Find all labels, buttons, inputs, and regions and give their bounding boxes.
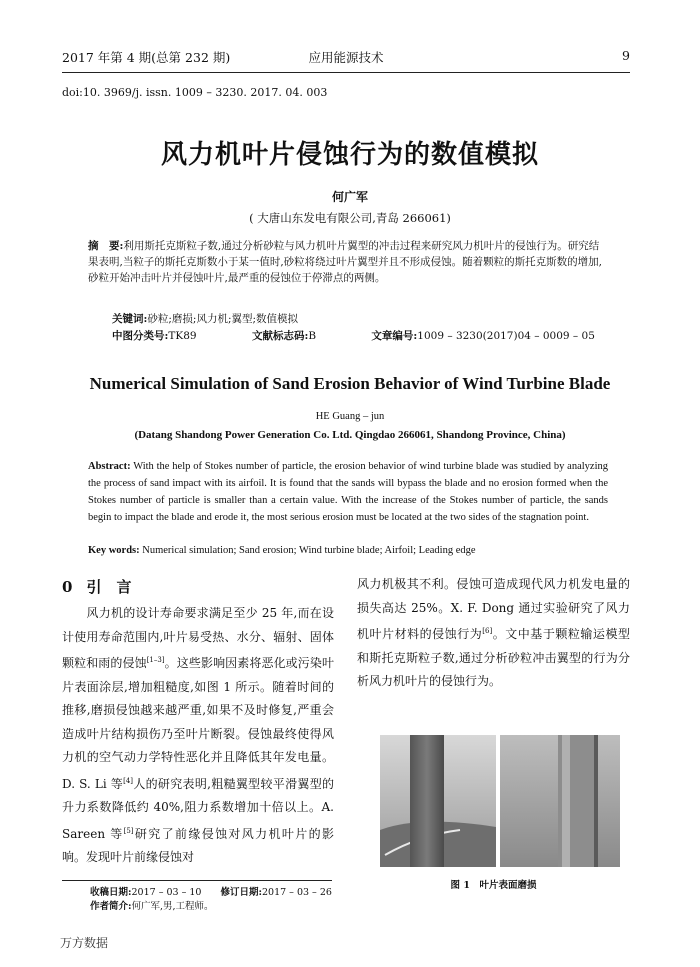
abstract-en — [88, 458, 608, 526]
abstract-cn-text: 利用斯托克斯粒子数,通过分析砂粒与风力机叶片翼型的冲击过程来研究风力机叶片的侵蚀行为。研究结果表明,当粒子的斯托克斯数小于某一值时,砂粒将绕过叶片翼型并且不形成侵蚀。随着颗粒的斯托克斯数的增加,砂粒开始冲击叶片并侵蚀叶片,最严重的侵蚀位于停滞点的两侧。 — [88, 240, 603, 284]
article-number-field — [371, 330, 620, 342]
revised-label: 修订日期: — [220, 887, 262, 898]
issue-info: 2017 年第 4 期(总第 232 期) — [62, 50, 231, 65]
revised-date: 2017 – 03 – 26 — [261, 887, 332, 898]
doc-code-value: B — [308, 330, 317, 342]
author-cn: 何广军 — [331, 190, 368, 204]
article-number-label: 文章编号: — [371, 330, 418, 342]
body-text: 研究了前缘侵蚀对风力机叶片的影响。发现叶片前缘侵蚀对 — [62, 826, 334, 864]
body-column-right — [357, 573, 630, 694]
citation[interactable]: [1–3] — [146, 656, 165, 664]
author-en: HE Guang – jun — [315, 411, 385, 422]
affiliation-en: (Datang Shandong Power Generation Co. Ltd. Qingdao 266061, Shandong Province, China) — [134, 429, 566, 441]
body-text: 风力机极其不利。侵蚀可造成现代风力机发电量的损失高达 25%。X. F. Dong 通过实验研究了风力机叶片材料的侵蚀行为 — [357, 577, 630, 641]
footnote-dates — [90, 886, 332, 900]
keywords-en-label: Key words: — [88, 545, 140, 556]
keywords-cn-label: 关键词: — [112, 313, 148, 325]
section-heading — [62, 576, 145, 597]
blade-erosion-photo — [380, 735, 620, 867]
footnote-rule — [62, 880, 332, 881]
author-bio: 何广军,男,工程师。 — [131, 901, 214, 912]
footnote-author — [90, 900, 332, 914]
running-header — [62, 48, 630, 70]
section-title: 引 言 — [86, 578, 132, 596]
body-text: 。文中基于颗粒输运模型和斯托克斯粒子数,通过分析砂粒冲击翼型的行为分析风力机叶片的侵蚀行为。 — [357, 627, 630, 688]
doc-code-field — [252, 330, 342, 342]
doc-code-label: 文献标志码: — [251, 330, 309, 342]
page-number: 9 — [622, 48, 630, 63]
keywords-cn — [112, 311, 298, 326]
citation[interactable]: [5] — [123, 826, 134, 835]
clc-label: 中图分类号: — [112, 330, 169, 342]
clc-value: TK89 — [168, 330, 197, 342]
body-text: 人的研究表明,粗糙翼型较平滑翼型的升力系数降低约 40%,阻力系数增加十倍以上。A. Sareen 等 — [62, 776, 334, 841]
footnote — [90, 886, 332, 914]
received-date: 2017 – 03 – 10 — [131, 887, 202, 898]
keywords-en — [88, 545, 618, 556]
title-cn: 风力机叶片侵蚀行为的数值模拟 — [160, 140, 539, 170]
author-bio-label: 作者简介: — [90, 901, 132, 912]
body-column-left — [62, 602, 334, 870]
figure-caption: 图 1 叶片表面磨损 — [450, 880, 537, 891]
affiliation-cn: ( 大唐山东发电有限公司,青岛 266061) — [249, 211, 451, 225]
abstract-en-text: With the help of Stokes number of particle, the erosion behavior of wind turbine blade was studied by analyzing the process of sand impact with its airfoil. It is found that the sands will bypass the blade and no erosion formed when the Stokes number of particle is smaller than a certain value. With the increase of the Stokes number of particle, the sands begin to impact the blade and erode it, the most serious erosion must be located at the two sides of the stagnation point. — [88, 461, 608, 523]
watermark: 万方数据 — [60, 936, 109, 950]
abstract-en-label: Abstract: — [88, 461, 131, 472]
abstract-cn — [88, 238, 608, 286]
title-en: Numerical Simulation of Sand Erosion Behavior of Wind Turbine Blade — [89, 374, 611, 393]
doi[interactable]: doi:10. 3969/j. issn. 1009 – 3230. 2017. 04. 003 — [62, 86, 328, 99]
header-rule — [62, 72, 630, 73]
citation[interactable]: [4] — [123, 776, 134, 785]
keywords-cn-text: 砂粒;磨损;风力机;翼型;数值模拟 — [147, 313, 299, 325]
citation[interactable]: [6] — [482, 627, 493, 635]
abstract-cn-label: 摘 要: — [88, 240, 124, 252]
section-number: 0 — [62, 578, 73, 596]
clc-field — [112, 330, 223, 342]
body-text: 风力机的设计寿命要求满足至少 25 年,而在设计使用寿命范围内,叶片易受热、水分、辐射、固体颗粒和雨的侵蚀 — [62, 606, 334, 670]
received-label: 收稿日期: — [90, 887, 132, 898]
classification — [112, 328, 647, 343]
journal-name: 应用能源技术 — [308, 50, 384, 65]
body-text: 。这些影响因素将恶化或污染叶片表面涂层,增加粗糙度,如图 1 所示。随着时间的推移,磨损侵蚀越来越严重,如果不及时修复,严重会造成叶片结构损伤乃至叶片断裂。侵蚀最终使得风力机的空气动力学特性恶化并且降低其年发电量。D. S. Li 等 — [62, 656, 334, 791]
keywords-en-text: Numerical simulation; Sand erosion; Wind turbine blade; Airfoil; Leading edge — [139, 545, 476, 556]
article-number-value: 1009 – 3230(2017)04 – 0009 – 05 — [417, 330, 595, 342]
